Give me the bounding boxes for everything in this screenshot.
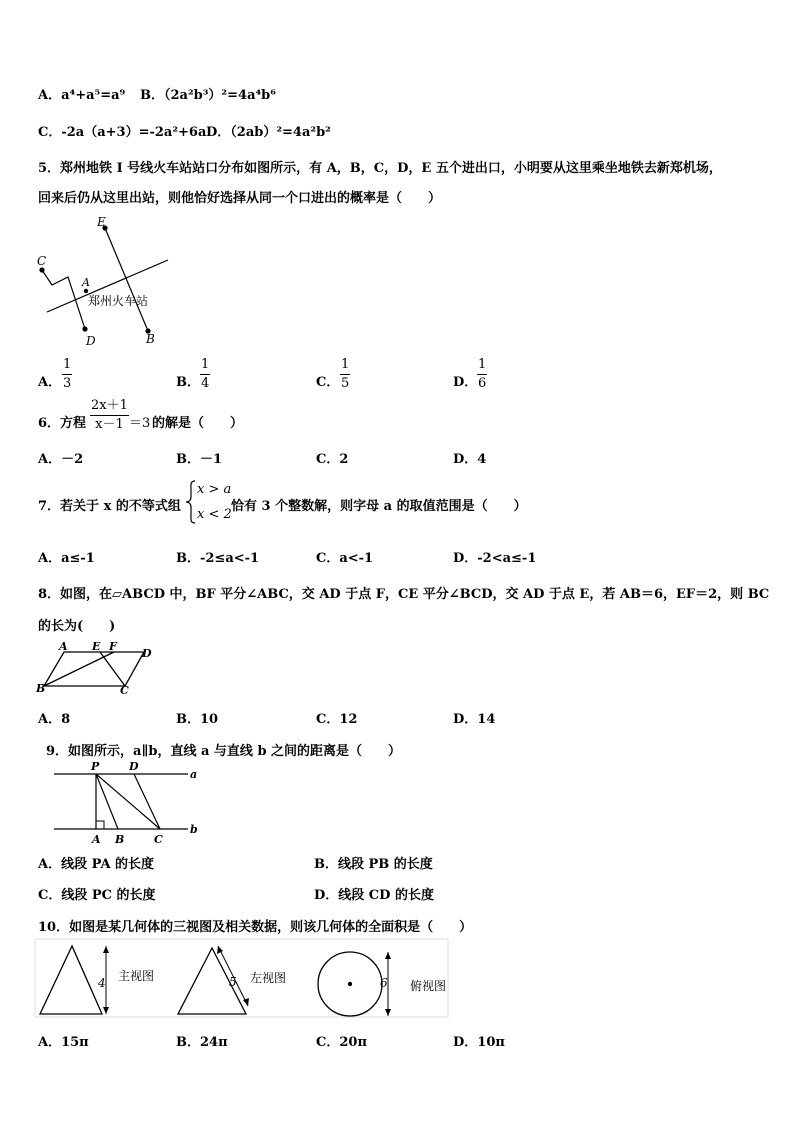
q5-option-c-letter: C． <box>316 375 340 390</box>
q10-option-d: D．10π <box>453 1035 505 1050</box>
q5-option-d-letter: D． <box>453 375 478 390</box>
q6-option-c: C．2 <box>316 452 349 467</box>
q9-parallel-lines-figure <box>50 758 204 848</box>
q4-option-a: A．a⁴+a⁵=a⁹ <box>38 88 126 103</box>
q6-equals: ＝3 <box>129 416 151 431</box>
q10-front-dim: 4 <box>98 976 106 990</box>
q8-option-d: D．14 <box>453 712 496 727</box>
q5-station-label: 郑州火车站 <box>88 294 149 308</box>
q7-brace <box>184 479 198 525</box>
q10-top-dim: 6 <box>380 976 388 990</box>
q5-option-b-letter: B． <box>176 375 200 390</box>
q7-inequality-2: x < 2 <box>197 507 232 522</box>
q9-label-d: D <box>129 760 139 773</box>
q10-side-dim: 5 <box>229 975 237 989</box>
q8-option-b: B．10 <box>176 712 219 727</box>
q6-equation-fraction: 2x＋1 x－1 <box>91 398 128 432</box>
q10-option-a: A．15π <box>38 1035 89 1050</box>
q8-label-b: B <box>36 682 46 695</box>
q5-label-a: A <box>82 276 90 289</box>
q8-stem-line2: 的长为( ) <box>38 619 116 634</box>
q4-option-b: B．（2a²b³）²=4a⁴b⁶ <box>140 88 276 103</box>
q9-option-a: A．线段 PA 的长度 <box>38 857 155 872</box>
q8-label-a: A <box>59 640 68 653</box>
q6-option-a: A．－2 <box>38 452 84 467</box>
q7-option-a: A．a≤-1 <box>38 551 95 566</box>
q5-option-b-fraction: 1 4 <box>201 357 210 391</box>
q10-option-c: C．20π <box>316 1035 367 1050</box>
q5-station-figure <box>34 214 176 348</box>
q10-three-views-figure <box>34 938 454 1022</box>
q5-stem-line1: 5．郑州地铁 I 号线火车站站口分布如图所示，有 A，B，C，D，E 五个进出口，小明要从这里乘坐地铁去新郑机场， <box>38 161 722 176</box>
q8-label-c: C <box>120 684 129 696</box>
q5-option-a-letter: A． <box>38 375 62 390</box>
q6-suffix: 的解是（ ） <box>152 416 244 431</box>
q6-option-b: B．－1 <box>176 452 223 467</box>
q5-stem-line2: 回来后仍从这里出站，则他恰好选择从同一个口进出的概率是（ ） <box>38 191 442 206</box>
q5-option-c-fraction: 1 5 <box>341 357 350 391</box>
q7-option-c: C．a<-1 <box>316 551 374 566</box>
q10-top-view-label: 俯视图 <box>410 979 447 993</box>
q9-option-c: C．线段 PC 的长度 <box>38 888 156 903</box>
q9-stem: 9．如图所示，a∥b，直线 a 与直线 b 之间的距离是（ ） <box>46 744 402 759</box>
q8-option-c: C．12 <box>316 712 358 727</box>
q4-option-c: C．-2a（a+3）=-2a²+6a <box>38 125 207 140</box>
q9-label-b: B <box>115 833 125 846</box>
q5-label-c: C <box>37 254 47 268</box>
q7-suffix: 恰有 3 个整数解，则字母 a 的取值范围是（ ） <box>231 499 527 514</box>
q8-label-e: E <box>92 640 101 653</box>
q7-option-d: D．-2<a≤-1 <box>453 551 537 566</box>
q10-stem: 10．如图是某几何体的三视图及相关数据，则该几何体的全面积是（ ） <box>38 920 473 935</box>
q5-option-a-fraction: 1 3 <box>63 357 72 391</box>
q7-prefix: 7．若关于 x 的不等式组 <box>38 499 181 514</box>
q8-stem-line1: 8．如图，在▱ABCD 中，BF 平分∠ABC，交 AD 于点 F，CE 平分∠BCD，交 AD 于点 E，若 AB＝6，EF＝2，则 BC <box>38 587 770 602</box>
q10-option-b: B．24π <box>176 1035 228 1050</box>
q8-label-f: F <box>109 640 117 653</box>
q8-option-a: A．8 <box>38 712 71 727</box>
q8-label-d: D <box>142 647 152 660</box>
q6-prefix: 6．方程 <box>38 416 87 431</box>
q5-label-e: E <box>97 215 106 229</box>
q9-option-b: B．线段 PB 的长度 <box>314 857 433 872</box>
q6-option-d: D．4 <box>453 452 487 467</box>
q4-option-d: D．（2ab）²=4a²b² <box>206 125 331 140</box>
q9-label-c: C <box>154 833 163 846</box>
q9-label-line-a: a <box>190 768 198 781</box>
q9-label-a: A <box>92 833 101 846</box>
q8-parallelogram-figure <box>34 640 156 696</box>
q7-option-b: B．-2≤a<-1 <box>176 551 260 566</box>
q9-label-line-b: b <box>190 823 198 836</box>
q5-option-d-fraction: 1 6 <box>478 357 487 391</box>
q5-label-d: D <box>86 334 96 348</box>
q5-label-b: B <box>146 332 155 346</box>
q7-inequality-1: x > a <box>197 482 232 497</box>
q10-front-view-label: 主视图 <box>118 969 155 983</box>
q9-option-d: D．线段 CD 的长度 <box>314 888 434 903</box>
q9-label-p: P <box>91 760 100 773</box>
q10-side-view-label: 左视图 <box>250 971 287 985</box>
